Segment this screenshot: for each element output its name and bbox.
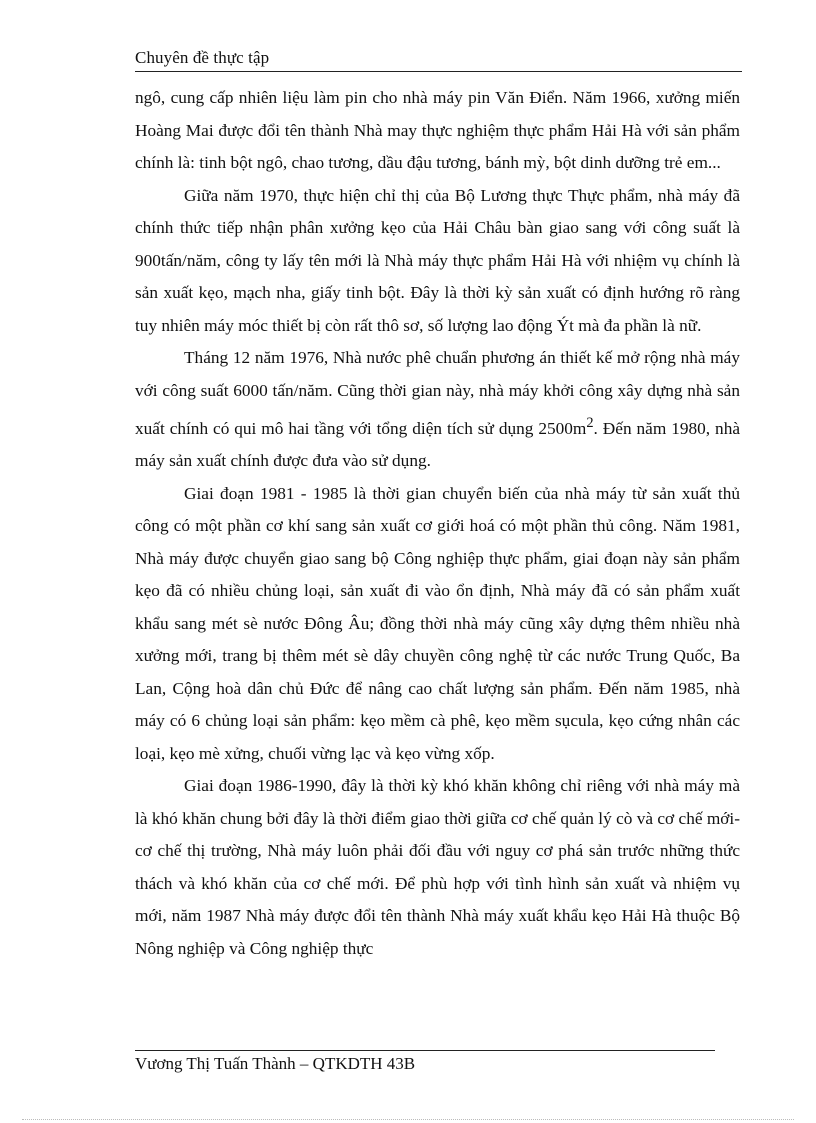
paragraph-2: Giữa năm 1970, thực hiện chỉ thị của Bộ Lương thực Thực phẩm, nhà máy đã chính thức tiếp nhận phân xưởng kẹo của Hải Châu bàn giao sang với công suất là 900tấn/năm, công ty lấy tên mới là Nhà máy thực phẩm Hải Hà với nhiệm vụ chính là sản xuất kẹo, mạch nha, giấy tinh bột. Đây là thời kỳ sản xuất có định hướng rõ ràng tuy nhiên máy móc thiết bị còn rất thô sơ, số lượng lao động Ýt mà đa phần là nữ. [135,185,740,335]
footer-divider [135,1050,715,1051]
page-header-title: Chuyên đề thực tập [135,48,270,67]
page-bottom-edge [22,1119,794,1120]
paragraph-3 [135,342,740,478]
document-body [135,82,740,965]
paragraph-3-text-start: Tháng 12 năm 1976, Nhà nước phê chuẩn phương án thiết kế mở rộng nhà máy với công suất 6000 tấn/năm. Cũng thời gian này, nhà máy khởi công xây dựng nhà sản xuất chính có qui mô hai tầng với tổng diện tích sử dụng 2500m [135,348,740,438]
paragraph-1: ngô, cung cấp nhiên liệu làm pin cho nhà máy pin Văn Điển. Năm 1966, xưởng miến Hoàng Mai được đổi tên thành Nhà may thực nghiệm thực phẩm Hải Hà với sản phẩm chính là: tinh bột ngô, chao tương, dầu đậu tương, bánh mỳ, bột dinh dưỡng trẻ em... [135,88,740,172]
page-footer-author: Vương Thị Tuấn Thành – QTKDTH 43B [135,1054,416,1073]
paragraph-3-text-end: . Đến năm 1980, nhà máy sản xuất chính được đưa vào sử dụng. [135,418,741,471]
area-unit-superscript: 2 [586,415,594,431]
paragraph-4: Giai đoạn 1981 - 1985 là thời gian chuyển biến của nhà máy từ sản xuất thủ công có một phần cơ khí sang sản xuất cơ giới hoá có một phần thủ công. Năm 1981, Nhà máy được chuyển giao sang bộ Công nghiệp thực phẩm, giai đoạn này sản phẩm kẹo đã có nhiều chủng loại, sản xuất đi vào ổn định, Nhà máy đã có sản phẩm xuất khẩu sang mét sè nước Đông Âu; đồng thời nhà máy cũng xây dựng thêm nhiều nhà xưởng mới, trang bị thêm mét sè dây chuyền công nghệ từ các nước Trung Quốc, Ba Lan, Cộng hoà dân chủ Đức để nâng cao chất lượng sản phẩm. Đến năm 1985, nhà máy có 6 chủng loại sản phẩm: kẹo mềm cà phê, kẹo mềm sụcula, kẹo cứng nhân các loại, kẹo mè xửng, chuối vừng lạc và kẹo vừng xốp. [135,483,740,763]
paragraph-5: Giai đoạn 1986-1990, đây là thời kỳ khó khăn không chỉ riêng với nhà máy mà là khó khăn chung bởi đây là thời điểm giao thời giữa cơ chế quản lý cò và cơ chế mới- cơ chế thị trường, Nhà máy luôn phải đối đầu với nguy cơ phá sản trước những thức thách và khó khăn của cơ chế mới. Để phù hợp với tình hình sản xuất và nhiệm vụ mới, năm 1987 Nhà máy được đổi tên thành Nhà máy xuất khẩu kẹo Hải Hà thuộc Bộ Nông nghiệp và Công nghiệp thực [135,776,740,958]
header-divider [135,71,742,72]
